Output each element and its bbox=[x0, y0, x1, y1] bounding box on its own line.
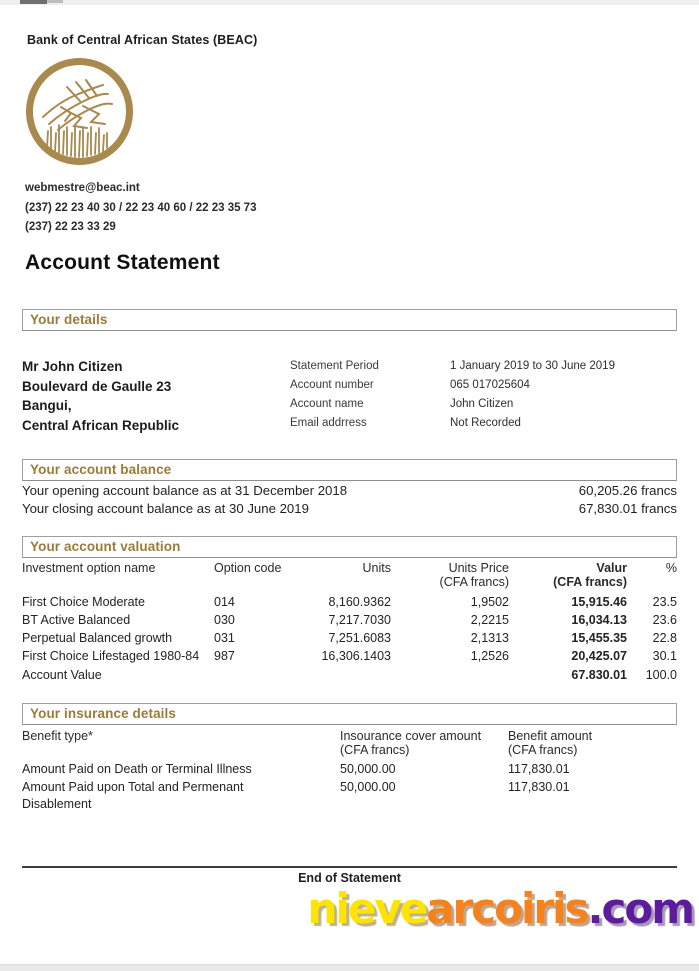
end-of-statement: End of Statement bbox=[298, 871, 401, 885]
balance-rows bbox=[22, 482, 677, 517]
watermark bbox=[308, 884, 693, 933]
benefit-amount: 117,830.01 bbox=[508, 779, 570, 794]
col-units-price-currency: (CFA francs) bbox=[439, 575, 509, 589]
valuation-header-row bbox=[22, 561, 677, 593]
balance-label: Your opening account balance as at 31 December 2018 bbox=[22, 483, 348, 498]
field-label: Statement Period bbox=[290, 360, 379, 372]
field-label: Account name bbox=[290, 398, 364, 410]
account-value-label: Account Value bbox=[22, 668, 102, 682]
contact-email: webmestre@beac.int bbox=[25, 182, 140, 194]
page-title: Account Statement bbox=[25, 251, 220, 274]
cover-amount: 50,000.00 bbox=[340, 779, 396, 794]
col-option-code: Option code bbox=[214, 561, 282, 575]
valuation-row bbox=[22, 647, 677, 665]
col-insurance-cover-currency: (CFA francs) bbox=[340, 743, 410, 757]
scan-artifact-dark bbox=[20, 0, 47, 4]
option-percent: 23.6 bbox=[652, 613, 677, 627]
option-unit-price: 2,2215 bbox=[470, 613, 509, 627]
col-benefit-amount: Benefit amount bbox=[508, 729, 593, 743]
section-your-insurance-details bbox=[22, 703, 677, 814]
benefit-amount: 117,830.01 bbox=[508, 762, 570, 776]
field-value: John Citizen bbox=[450, 398, 514, 410]
beac-logo bbox=[23, 55, 136, 168]
field-email-address bbox=[290, 414, 677, 433]
option-value: 15,455.35 bbox=[571, 631, 627, 645]
option-name: First Choice Moderate bbox=[22, 595, 145, 609]
statement-fields bbox=[290, 357, 677, 435]
valuation-row bbox=[22, 593, 677, 611]
option-unit-price: 2,1313 bbox=[470, 631, 509, 645]
scan-artifact-light bbox=[47, 0, 63, 3]
option-percent: 30.1 bbox=[652, 649, 677, 663]
balance-value: 60,205.26 francs bbox=[578, 483, 677, 498]
col-investment-option-name: Investment option name bbox=[22, 561, 156, 575]
option-code: 030 bbox=[214, 613, 235, 627]
field-value: 065 017025604 bbox=[450, 379, 530, 391]
benefit-type: Amount Paid upon Total and Permenant Disablement bbox=[22, 779, 244, 811]
footer-divider bbox=[22, 866, 677, 868]
field-statement-period bbox=[290, 357, 677, 376]
account-value-percent: 100.0 bbox=[645, 668, 677, 682]
option-value: 20,425.07 bbox=[571, 649, 627, 663]
col-percent: % bbox=[665, 561, 677, 575]
watermark-part-com: .com bbox=[587, 884, 693, 933]
bank-name: Bank of Central African States (BEAC) bbox=[27, 33, 258, 47]
field-account-name bbox=[290, 395, 677, 414]
account-value-row bbox=[22, 665, 677, 684]
col-insurance-cover-amount: Insourance cover amount bbox=[340, 729, 482, 743]
valuation-row bbox=[22, 629, 677, 647]
section-your-account-valuation bbox=[22, 536, 677, 684]
option-value: 15,915.46 bbox=[571, 595, 627, 609]
insurance-details-heading: Your insurance details bbox=[22, 703, 677, 725]
closing-balance-row bbox=[22, 500, 677, 518]
option-units: 7,217.7030 bbox=[328, 613, 391, 627]
insurance-row bbox=[22, 779, 677, 814]
account-valuation-heading: Your account valuation bbox=[22, 536, 677, 558]
field-value: Not Recorded bbox=[450, 417, 521, 429]
field-label: Account number bbox=[290, 379, 374, 391]
your-details-heading: Your details bbox=[22, 309, 677, 331]
balance-value: 67,830.01 francs bbox=[578, 500, 677, 516]
customer-city: Bangui, bbox=[22, 398, 72, 413]
col-benefit-amount-currency: (CFA francs) bbox=[508, 743, 578, 757]
option-percent: 23.5 bbox=[652, 595, 677, 609]
benefit-type: Amount Paid on Death or Terminal Illness bbox=[22, 762, 252, 776]
insurance-table bbox=[22, 729, 677, 814]
watermark-part-arcoiris: arcoiris bbox=[426, 884, 588, 933]
details-content bbox=[22, 357, 677, 435]
col-valur-currency: (CFA francs) bbox=[553, 575, 627, 589]
option-units: 16,306.1403 bbox=[321, 649, 391, 663]
option-unit-price: 1,2526 bbox=[470, 649, 509, 663]
opening-balance-row bbox=[22, 482, 677, 500]
option-percent: 22.8 bbox=[652, 631, 677, 645]
insurance-row bbox=[22, 761, 677, 779]
customer-name: Mr John Citizen bbox=[22, 359, 123, 374]
balance-label: Your closing account balance as at 30 June 2019 bbox=[22, 500, 309, 516]
insurance-header-row bbox=[22, 729, 677, 761]
col-benefit-type: Benefit type* bbox=[22, 729, 93, 743]
option-name: First Choice Lifestaged 1980-84 bbox=[22, 649, 200, 663]
option-units: 7,251.6083 bbox=[328, 631, 391, 645]
option-unit-price: 1,9502 bbox=[470, 595, 509, 609]
scan-top-edge bbox=[0, 0, 699, 5]
option-code: 031 bbox=[214, 631, 235, 645]
option-name: BT Active Balanced bbox=[22, 613, 131, 627]
col-units: Units bbox=[362, 561, 391, 575]
field-label: Email addrress bbox=[290, 417, 367, 429]
section-your-details bbox=[22, 309, 677, 435]
cover-amount: 50,000.00 bbox=[340, 762, 396, 776]
account-balance-heading: Your account balance bbox=[22, 459, 677, 481]
contact-block bbox=[25, 179, 256, 238]
customer-address bbox=[22, 357, 290, 435]
field-value: 1 January 2019 to 30 June 2019 bbox=[450, 360, 615, 372]
scan-bottom-edge bbox=[0, 964, 699, 971]
col-units-price: Units Price bbox=[448, 561, 509, 575]
field-account-number bbox=[290, 376, 677, 395]
account-value-amount: 67.830.01 bbox=[571, 668, 627, 682]
option-code: 014 bbox=[214, 595, 235, 609]
contact-phone-2: (237) 22 23 33 29 bbox=[25, 221, 116, 233]
valuation-table bbox=[22, 561, 677, 684]
section-your-account-balance bbox=[22, 459, 677, 517]
col-valur: Valur bbox=[596, 561, 627, 575]
contact-phone-1: (237) 22 23 40 30 / 22 23 40 60 / 22 23 35 73 bbox=[25, 201, 257, 214]
valuation-row bbox=[22, 611, 677, 629]
watermark-part-nieve: nieve bbox=[307, 884, 427, 933]
customer-street: Boulevard de Gaulle 23 bbox=[22, 378, 172, 394]
option-name: Perpetual Balanced growth bbox=[22, 631, 173, 645]
customer-country: Central African Republic bbox=[22, 417, 180, 433]
option-value: 16,034.13 bbox=[571, 613, 627, 627]
option-code: 987 bbox=[214, 649, 235, 663]
option-units: 8,160.9362 bbox=[328, 595, 391, 609]
